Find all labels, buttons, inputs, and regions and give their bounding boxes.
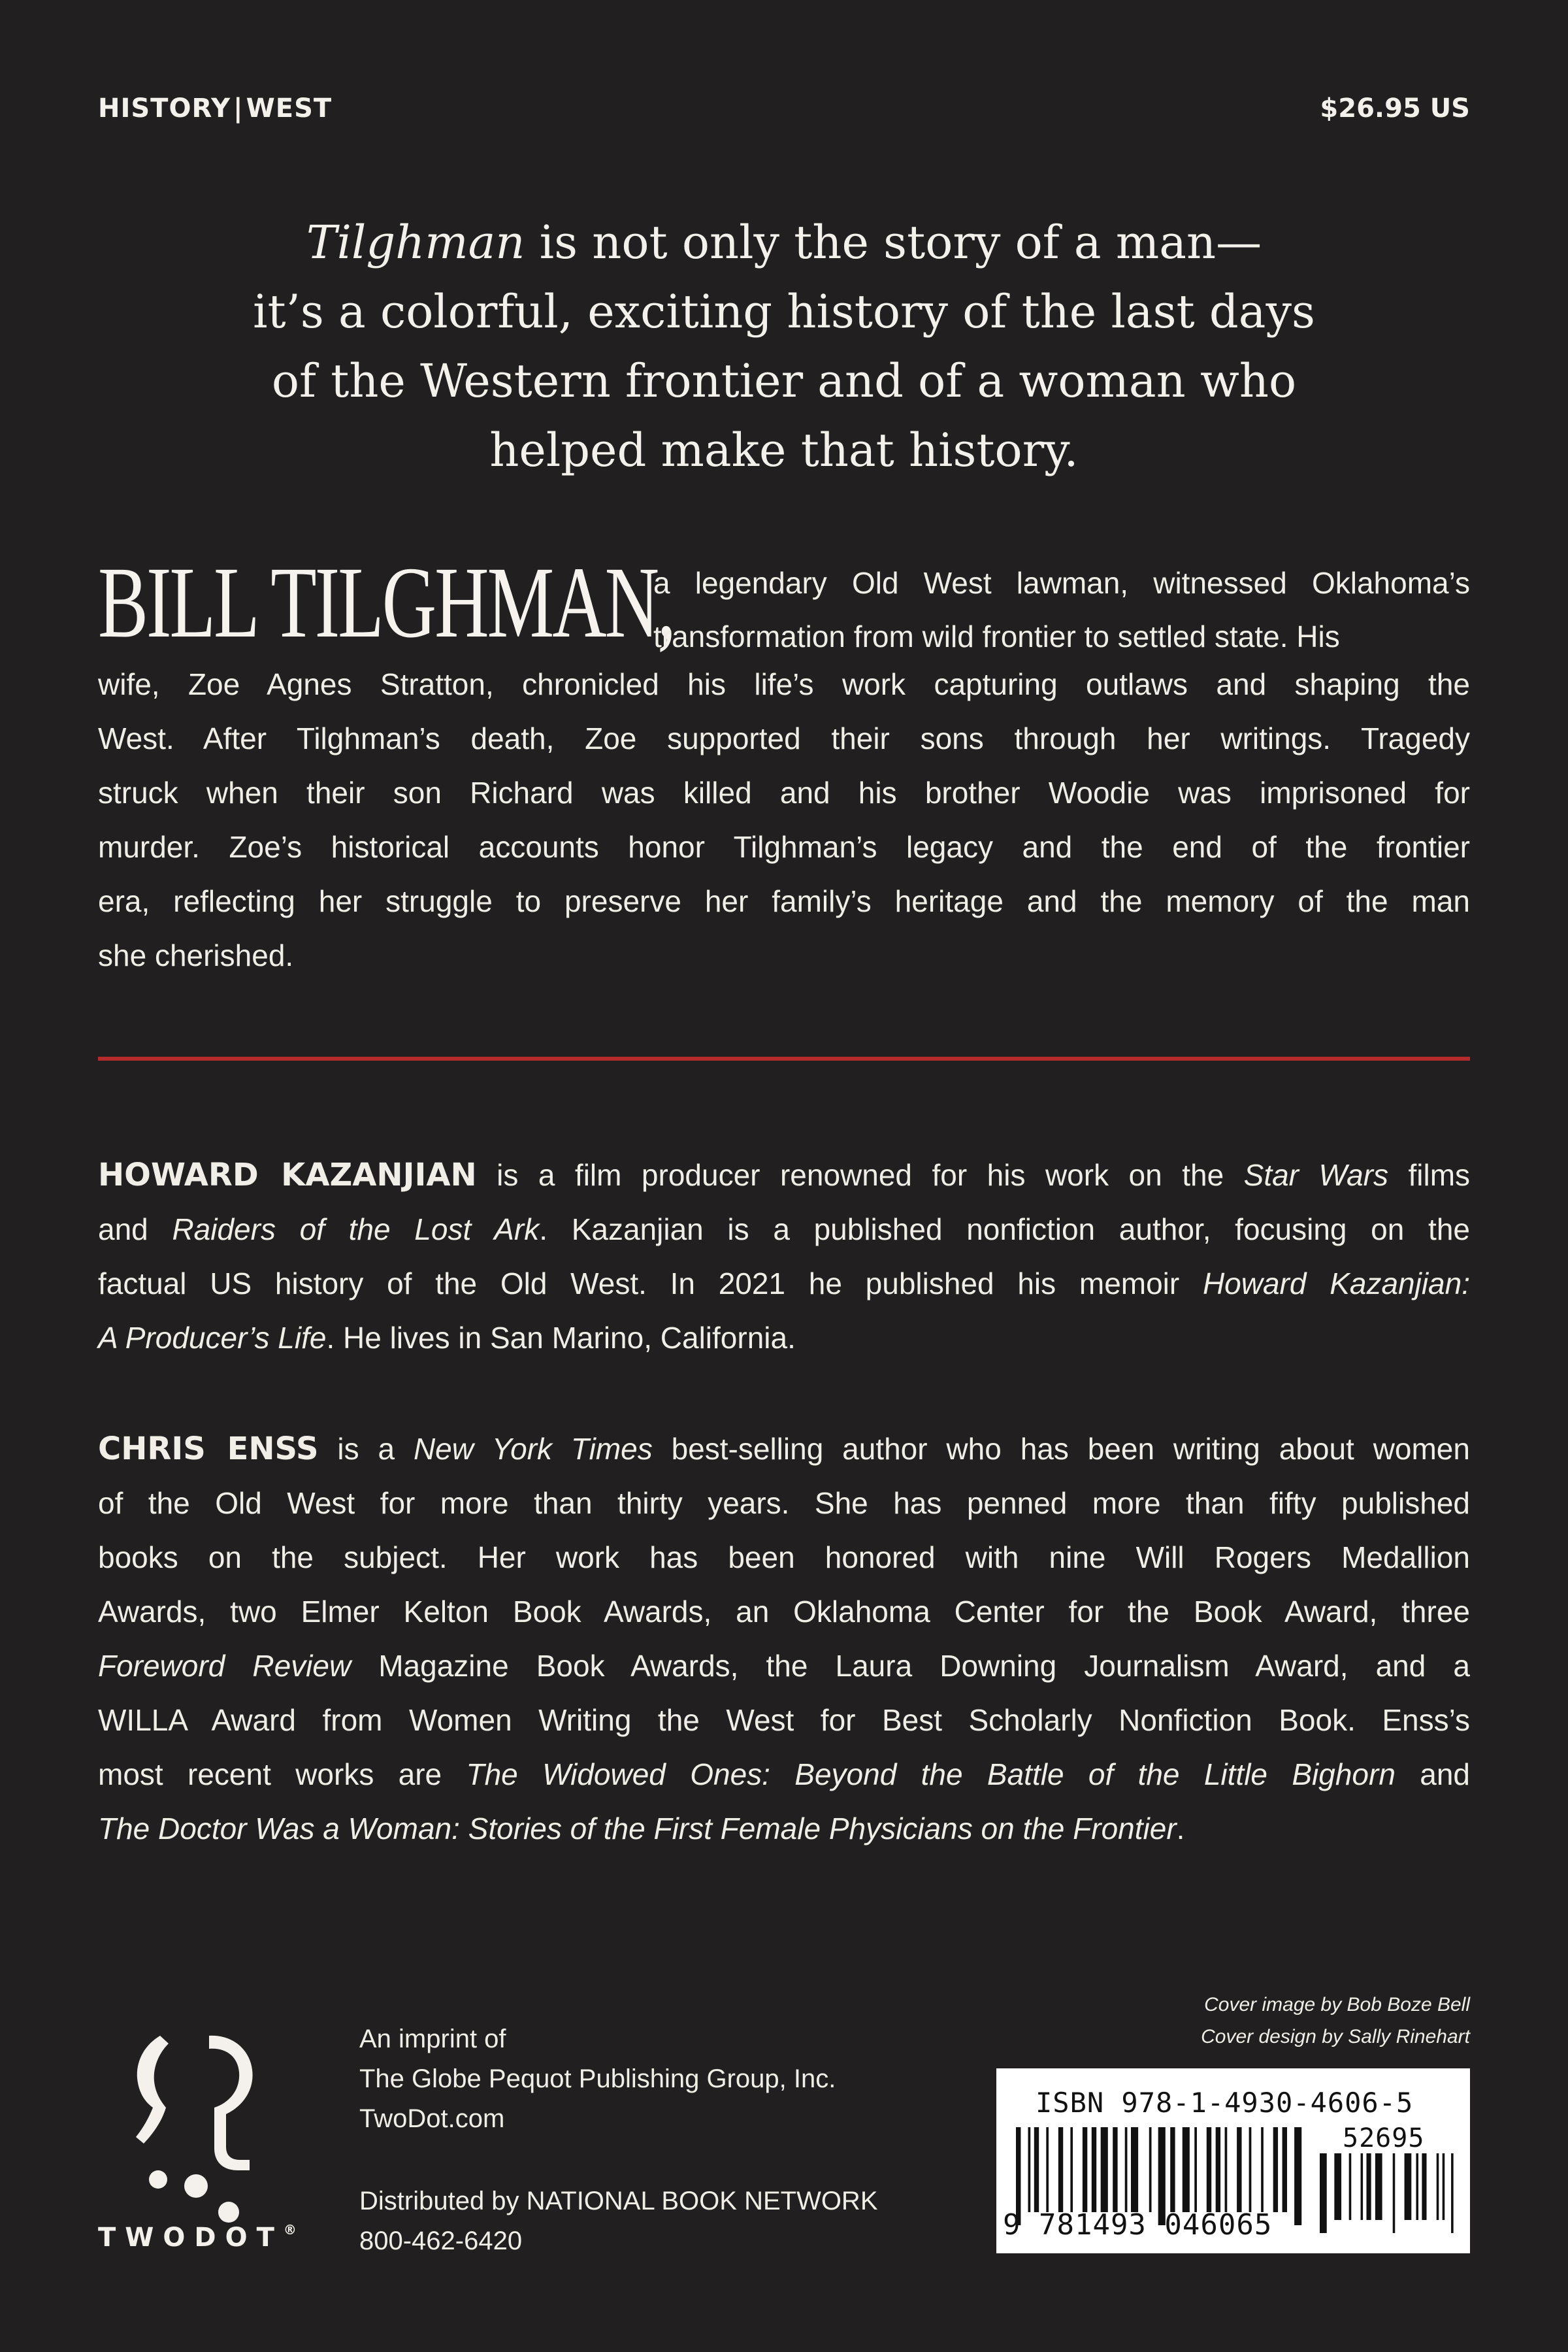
barcode-box <box>996 2068 1470 2253</box>
author-bio-enss <box>98 1422 1470 1856</box>
price-code: 52695 <box>1343 2123 1425 2153</box>
twodot-wordmark: TWODOT® <box>98 2222 297 2253</box>
barcode-bar <box>1334 2153 1341 2220</box>
barcode-bar <box>1443 2153 1445 2220</box>
barcode-bar <box>1366 2153 1371 2220</box>
bio-line: HOWARD KAZANJIAN is a film producer renowned for his work on the Star Wars films <box>98 1157 1471 1193</box>
barcode-bar <box>1170 2127 1175 2212</box>
barcode-bar <box>1194 2127 1197 2212</box>
author-name-kazanjian: HOWARD KAZANJIAN <box>98 1157 477 1193</box>
bio-line: of the Old West for more than thirty years. She has penned more than fifty published <box>98 1486 1470 1520</box>
description-line: West. After Tilghman’s death, Zoe supported their sons through her writings. Tragedy <box>98 721 1470 755</box>
registered-mark: ® <box>283 2222 297 2238</box>
price-label: $26.95 US <box>1320 93 1470 124</box>
ean-digits: 9 781493 046065 <box>1003 2208 1273 2242</box>
barcode-bar <box>1261 2127 1264 2212</box>
bio-line: Awards, two Elmer Kelton Book Awards, an Oklahoma Center for the Book Award, three <box>98 1595 1470 1629</box>
category-label <box>98 93 332 124</box>
cover-image-credit: Cover image by Bob Boze Bell <box>1204 1994 1470 2015</box>
barcode-bar <box>1125 2127 1128 2212</box>
description-line: she cherished. <box>98 938 294 972</box>
pull-quote <box>196 208 1372 485</box>
barcode-bar <box>1225 2127 1228 2212</box>
category-separator: | <box>233 93 244 124</box>
bio-line: The Doctor Was a Woman: Stories of the First Female Physicians on the Frontier. <box>98 1812 1185 1846</box>
barcode-bar <box>1183 2127 1190 2212</box>
distributor-phone: 800-462-6420 <box>359 2227 523 2255</box>
bio-line: CHRIS ENSS is a New York Times best-selling author who has been writing about women <box>98 1431 1470 1467</box>
barcode-bar <box>1092 2127 1096 2212</box>
barcode-bar <box>1375 2153 1382 2220</box>
barcode-bar <box>1216 2127 1220 2212</box>
barcode-bar <box>1101 2127 1108 2212</box>
isbn-number: ISBN 978-1-4930-4606-5 <box>1036 2087 1414 2119</box>
barcode-bar <box>1361 2153 1364 2220</box>
category-west: WEST <box>246 93 333 124</box>
lead-name-heading: BILL TILGHMAN, <box>98 546 674 659</box>
bio-line: factual US history of the Old West. In 2021 he published his memoir Howard Kazanjian: <box>98 1267 1471 1300</box>
description-line: murder. Zoe’s historical accounts honor Tilghman’s legacy and the end of the frontier <box>98 830 1470 864</box>
bio-line: WILLA Award from Women Writing the West for Best Scholarly Nonfiction Book. Enss’s <box>98 1703 1470 1737</box>
barcode-bar <box>1349 2153 1352 2220</box>
barcode-bar <box>1149 2127 1152 2212</box>
description-line: wife, Zoe Agnes Stratton, chronicled his life’s work capturing outlaws and shaping the <box>98 667 1470 701</box>
description-line: era, reflecting her struggle to preserve her family’s heritage and the memory of the man <box>98 884 1470 918</box>
barcode-bar <box>1294 2127 1301 2225</box>
barcode-bar <box>1422 2153 1426 2220</box>
barcode-bar <box>1113 2127 1117 2212</box>
quote-line-3: of the Western frontier and of a woman who <box>271 354 1297 408</box>
author-name-enss: CHRIS ENSS <box>98 1431 319 1467</box>
bio-line: and Raiders of the Lost Ark. Kazanjian is a published nonfiction author, focusing on the <box>98 1212 1470 1246</box>
barcode-bar <box>1393 2153 1396 2233</box>
author-bio-kazanjian <box>98 1148 1470 1365</box>
imprint-block <box>359 2019 836 2139</box>
imprint-line: An imprint of <box>359 2025 506 2053</box>
category-history: HISTORY <box>98 93 231 124</box>
description-intro: a legendary Old West lawman, witnessed Oklahoma’s transformation from wild frontier to settled state. His <box>653 566 1470 654</box>
imprint-line: The Globe Pequot Publishing Group, Inc. <box>359 2064 836 2093</box>
distributor-block <box>359 2181 878 2261</box>
description-body <box>98 657 1470 983</box>
barcode-bar <box>1131 2127 1138 2212</box>
distributor-line: Distributed by NATIONAL BOOK NETWORK <box>359 2187 878 2215</box>
quote-line-4: helped make that history. <box>489 423 1079 477</box>
section-divider <box>98 1057 1470 1061</box>
barcode-bar <box>1405 2153 1412 2220</box>
quote-line-1: Tilghman is not only the story of a man— <box>306 216 1262 269</box>
barcode-addon-bars-icon <box>1320 2153 1457 2233</box>
barcode-bar <box>1046 2127 1049 2212</box>
barcode-bar <box>1416 2153 1418 2220</box>
barcode-bar <box>1451 2153 1454 2233</box>
barcode-bar <box>1237 2127 1241 2212</box>
bio-line: most recent works are The Widowed Ones: Beyond the Battle of the Little Bighorn and <box>98 1757 1470 1791</box>
quote-title-word: Tilghman <box>306 216 525 269</box>
description-line: struck when their son Richard was killed and his brother Woodie was imprisoned for <box>98 776 1470 810</box>
barcode-bar <box>1282 2127 1287 2212</box>
cover-design-credit: Cover design by Sally Rinehart <box>1201 2026 1470 2047</box>
barcode-bar <box>1249 2127 1252 2212</box>
bio-line: Foreword Review Magazine Book Awards, the Laura Downing Journalism Award, and a <box>98 1649 1470 1683</box>
barcode-bar <box>1070 2127 1073 2212</box>
barcode-bar <box>1083 2127 1087 2212</box>
barcode-bar <box>1207 2127 1211 2212</box>
barcode-bar <box>1320 2153 1327 2233</box>
bio-line: books on the subject. Her work has been honored with nine Will Rogers Medallion <box>98 1540 1470 1574</box>
bio-line: A Producer’s Life. He lives in San Marino, California. <box>98 1321 796 1355</box>
imprint-website: TwoDot.com <box>359 2104 505 2133</box>
barcode-bar <box>1034 2127 1039 2212</box>
barcode-bar <box>1028 2127 1031 2212</box>
barcode-bar <box>1273 2127 1278 2212</box>
quote-line-2: it’s a colorful, exciting history of the last days <box>253 285 1315 339</box>
barcode-bar <box>1058 2127 1063 2212</box>
barcode-bar <box>1437 2153 1439 2220</box>
